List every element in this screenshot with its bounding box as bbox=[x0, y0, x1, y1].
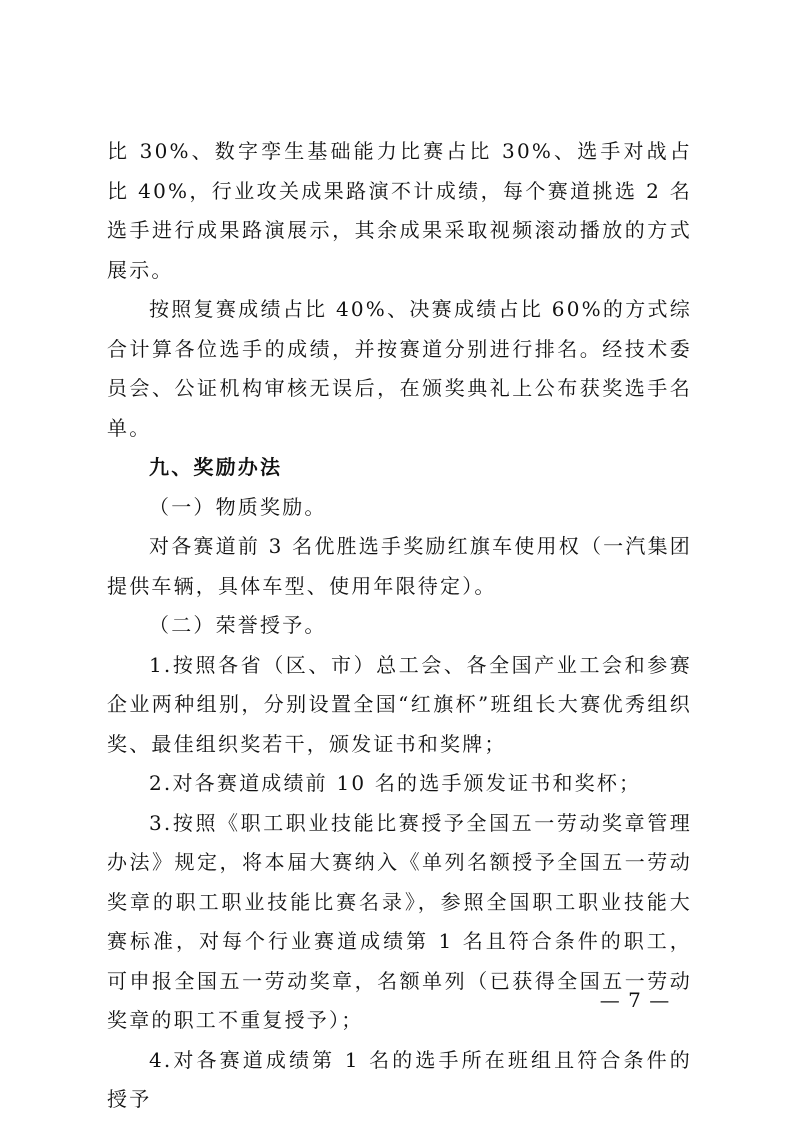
subheading-honors: （二）荣誉授予。 bbox=[149, 613, 327, 637]
paragraph-honor-item-3: 3.按照《职工职业技能比赛授予全国五一劳动奖章管理办法》规定，将本届大赛纳入《单列名额授予全国五一劳动奖章的职工职业技能比赛名录》，参照全国职工职业技能大赛标准，对每个行业赛道成绩第 1 名且符合条件的职工，可申报全国五一劳动奖章，名额单列（已获得全国五一劳动奖章的职工不重复授予）； bbox=[107, 810, 692, 1032]
paragraph-final-ranking: 按照复赛成绩占比 40%、决赛成绩占比 60%的方式综合计算各位选手的成绩，并按赛道分别进行排名。经技术委员会、公证机构审核无误后，在颁奖典礼上公布获奖选手名单。 bbox=[107, 297, 692, 440]
subheading-material-rewards: （一）物质奖励。 bbox=[149, 494, 327, 519]
paragraph-scoring-continued: 比 30%、数字孪生基础能力比赛占比 30%、选手对战占比 40%，行业攻关成果路演不计成绩，每个赛道挑选 2 名选手进行成果路演展示，其余成果采取视频滚动播放的方式展示。 bbox=[107, 139, 692, 282]
section-heading-rewards: 九、奖励办法 bbox=[149, 455, 283, 479]
body-text bbox=[107, 132, 692, 1120]
paragraph-honor-item-2: 2.对各赛道成绩前 10 名的选手颁发证书和奖杯； bbox=[149, 771, 642, 795]
paragraph-material-rewards: 对各赛道前 3 名优胜选手奖励红旗车使用权（一汽集团提供车辆，具体车型、使用年限待定）。 bbox=[107, 534, 692, 598]
page-number: — 7 — bbox=[599, 988, 671, 1012]
paragraph-honor-item-1: 1.按照各省（区、市）总工会、各全国产业工会和参赛企业两种组别，分别设置全国“红旗杯”班组长大赛优秀组织奖、最佳组织奖若干，颁发证书和奖牌； bbox=[107, 652, 692, 756]
paragraph-honor-item-4: 4.对各赛道成绩第 1 名的选手所在班组且符合条件的授予 bbox=[107, 1047, 692, 1111]
